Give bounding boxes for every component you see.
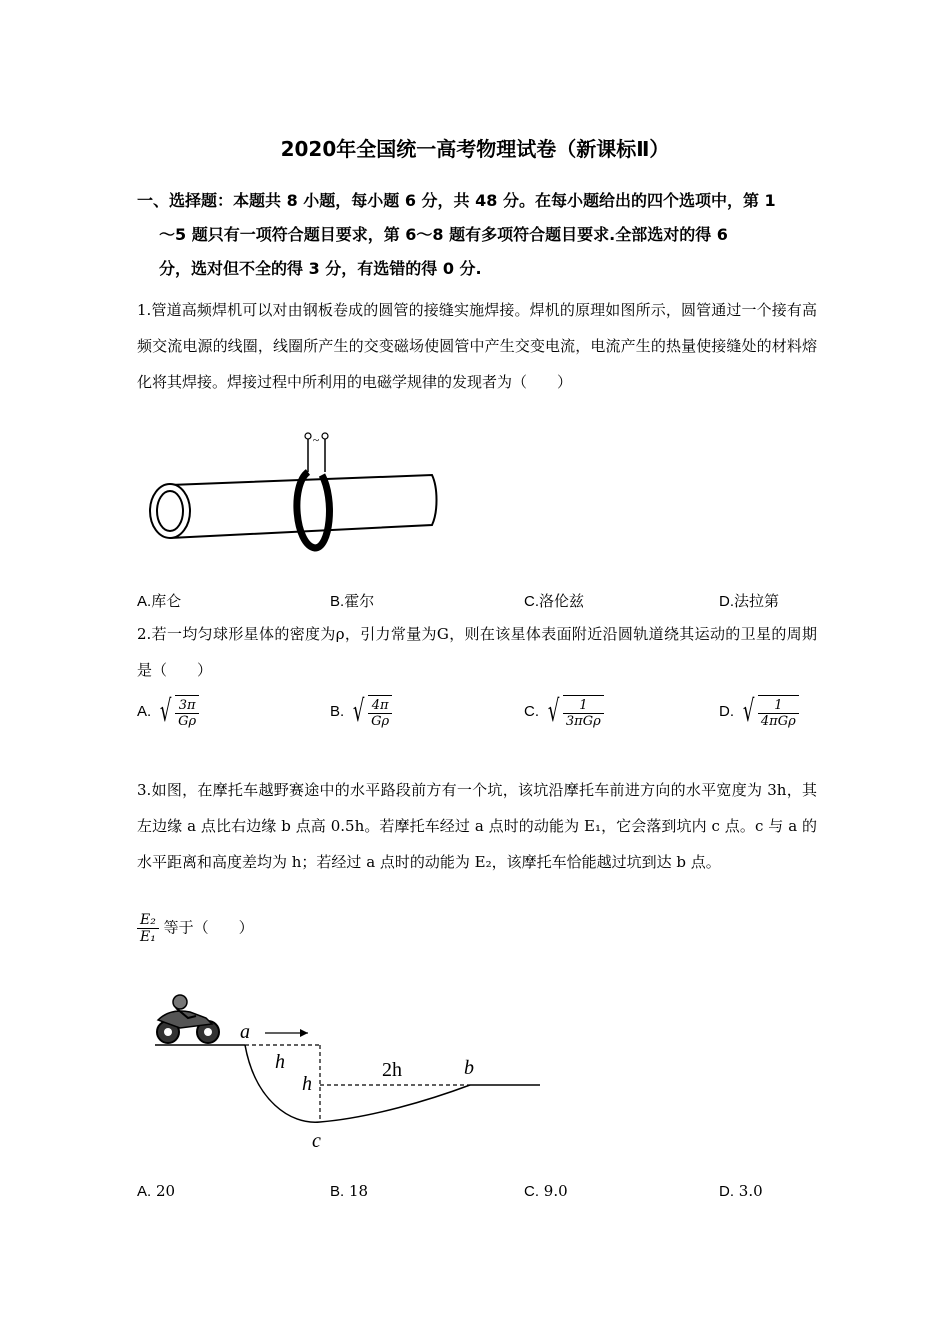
motorcycle-icon <box>157 995 219 1043</box>
label-a: a <box>240 1021 250 1043</box>
label-b: b <box>464 1057 474 1079</box>
q3-option-d[interactable]: D. 3.0 <box>719 1182 763 1200</box>
section-line-1: 一、选择题：本题共 8 小题，每小题 6 分，共 48 分。在每小题给出的四个选项中，第 1 <box>137 191 776 210</box>
q2-option-b[interactable]: B. √ $\frac{4\pi}{G\rho}$ <box>330 695 392 729</box>
label-c: c <box>312 1130 321 1152</box>
ac-source-symbol: ~ <box>312 433 320 447</box>
q1-option-c[interactable]: C.洛伦兹 <box>524 592 585 610</box>
motorcycle-pit-figure <box>140 990 550 1155</box>
label-2h: 2h <box>382 1059 402 1081</box>
arrow-head <box>300 1029 308 1037</box>
q1-option-a[interactable]: A.库仑 <box>137 592 182 610</box>
q3-option-a[interactable]: A. 20 <box>137 1182 176 1200</box>
terminal-left <box>305 433 311 439</box>
q2-option-a[interactable]: A. √ $\frac{3\pi}{G\rho}$ <box>137 695 199 729</box>
q2-option-c[interactable]: C. √ $\frac{1}{\text{3πGρ}}$ <box>524 695 604 729</box>
section-line-3: 分，选对但不全的得 3 分，有选错的得 0 分. <box>159 259 482 278</box>
pipe-end-inner <box>157 491 183 531</box>
question-2-text: 2.若一均匀球形星体的密度为ρ，引力常量为G，则在该星体表面附近沿圆轨道绕其运动的卫星的周期是（ ） <box>137 625 817 679</box>
question-1-text: 1.管道高频焊机可以对由钢板卷成的圆管的接缝实施焊接。焊机的原理如图所示，圆管通过一个接有高频交流电源的线圈，线圈所产生的交变磁场使圆管中产生交变电流，电流产生的热量使接缝处的材料熔化将其焊接。焊接过程中所利用的电磁学规律的发现者为（ ） <box>137 301 817 391</box>
q3-ratio: $\frac{\text{E₂}}{\text{E₁}}$ 等于（ ） <box>137 912 254 945</box>
section-line-2: ～5 题只有一项符合题目要求，第 6～8 题有多项符合题目要求.全部选对的得 6 <box>159 225 728 244</box>
label-h-upper: h <box>275 1051 285 1073</box>
q1-option-d[interactable]: D.法拉第 <box>719 592 780 610</box>
q2-option-d[interactable]: D. √ $\frac{1}{\text{4πGρ}}$ <box>719 695 799 729</box>
q1-option-b[interactable]: B.霍尔 <box>330 592 375 610</box>
label-h-lower: h <box>302 1073 312 1095</box>
q3-option-b[interactable]: B. 18 <box>330 1182 369 1200</box>
terminal-right <box>322 433 328 439</box>
section-heading <box>137 184 817 286</box>
welding-pipe-figure <box>140 430 460 560</box>
q3-option-c[interactable]: C. 9.0 <box>524 1182 568 1200</box>
page-title: 2020年全国统一高考物理试卷（新课标Ⅱ） <box>280 137 670 161</box>
question-3-text: 3.如图，在摩托车越野赛途中的水平路段前方有一个坑，该坑沿摩托车前进方向的水平宽度为 3h，其左边缘 a 点比右边缘 b 点高 0.5h。若摩托车经过 a 点时的动能为 E₁，它会落到坑内 c 点。c 与 a 的水平距离和高度差均为 h；若经过 a 点时的动能为 E₂，该摩托车恰能越过坑到达 b 点。 <box>137 781 817 871</box>
